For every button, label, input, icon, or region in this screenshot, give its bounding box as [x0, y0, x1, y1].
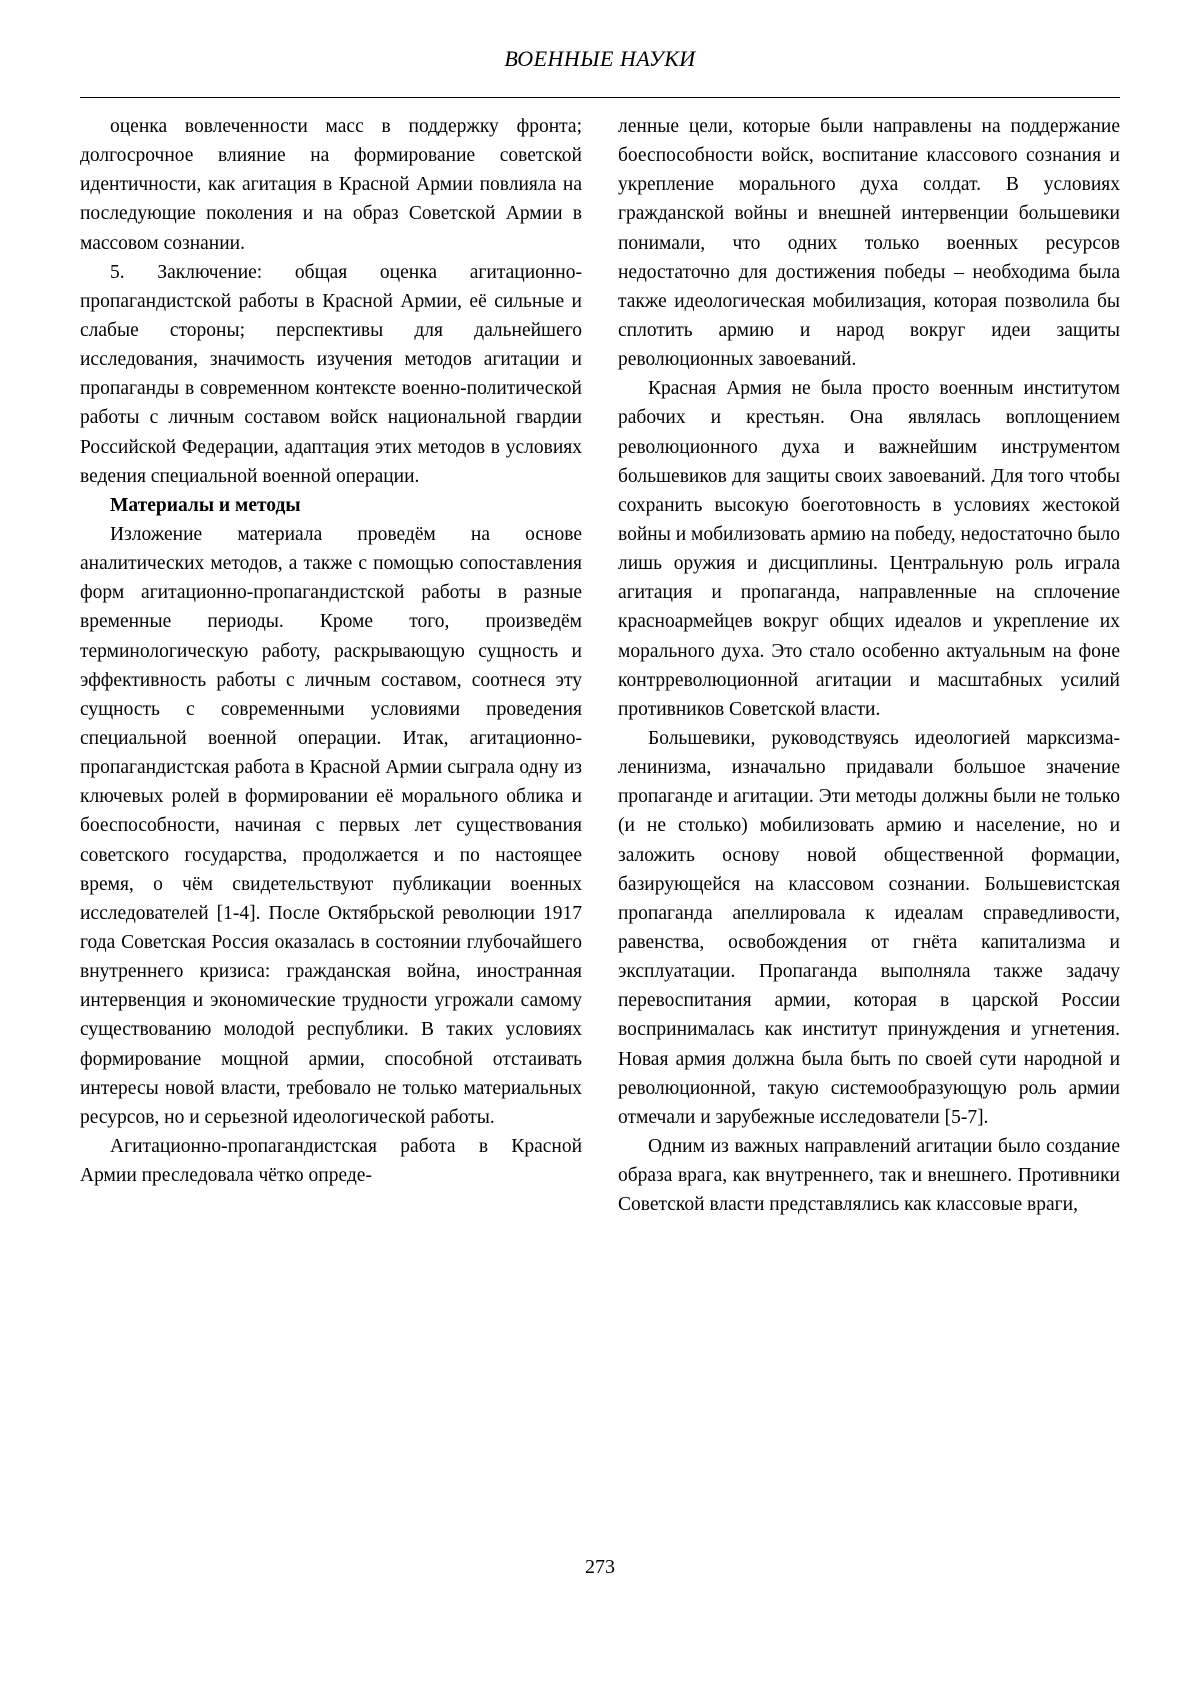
paragraph: оценка вовлеченности масс в поддержку фронта; долгосрочное влияние на формирование советской идентичности, как агитация в Красной Армии повлияла на последующие поколения и на образ Советской Армии в массовом сознании.: [80, 116, 582, 254]
left-column: [80, 112, 582, 1532]
paragraph: Большевики, руководствуясь идеологией марксизма-ленинизма, изначально придавали большое значение пропаганде и агитации. Эти методы должны были не только (и не столько) мобилизовать армию и население, но и заложить основу новой общественной формации, базирующейся на классовом сознании. Большевистская пропаганда апеллировала к идеалам справедливости, равенства, освобождения от гнёта капитализма и эксплуатации. Пропаганда выполняла также задачу перевоспитания армии, которая в царской России воспринималась как институт принуждения и угнетения. Новая армия должна была быть по своей сути народной и революционной, такую системообразующую роль армии отмечали и зарубежные исследователи [5-7].: [618, 727, 1120, 1128]
two-column-body: [80, 112, 1120, 1532]
paragraph: ленные цели, которые были направлены на поддержание боеспособности войск, воспитание классового сознания и укрепление морального духа солдат. В условиях гражданской войны и внешней интервенции большевики понимали, что одних только военных ресурсов недостаточно для достижения победы – необходима была также идеологическая мобилизация, которая позволила бы сплотить армию и народ вокруг идеи защиты революционных завоеваний.: [618, 116, 1120, 371]
paragraph: 5. Заключение: общая оценка агитационно-пропагандистской работы в Красной Армии, её сильные и слабые стороны; перспективы для дальнейшего исследования, значимость изучения методов агитации и пропаганды в современном контексте военно-политической работы с личным составом войск национальной гвардии Российской Федерации, адаптация этих методов в условиях ведения специальной военной операции.: [80, 261, 582, 487]
paragraph: Изложение материала проведём на основе аналитических методов, а также с помощью сопоставления форм агитационно-пропагандистской работы в разные временные периоды. Кроме того, произведём терминологическую работу, раскрывающую сущность и эффективность работы с личным составом, соотнеся эту сущность с современными условиями проведения специальной военной операции. Итак, агитационно-пропагандистская работа в Красной Армии сыграла одну из ключевых ролей в формировании её морального облика и боеспособности, начиная с первых лет существования советского государства, продолжается и по настоящее время, о чём свидетельствуют публикации военных исследователей [1-4]. После Октябрьской революции 1917 года Советская Россия оказалась в состоянии глубочайшего внутреннего кризиса: гражданская война, иностранная интервенция и экономические трудности угрожали самому существованию молодой республики. В таких условиях формирование мощной армии, способной отстаивать интересы новой власти, требовало не только материальных ресурсов, но и серьезной идеологической работы.: [80, 523, 582, 1128]
header-rule: [80, 97, 1120, 98]
section-heading-materials-and-methods: Материалы и методы: [110, 494, 301, 516]
paragraph: Красная Армия не была просто военным институтом рабочих и крестьян. Она являлась воплощением революционного духа и важнейшим инструментом большевиков для защиты своих завоеваний. Для того чтобы сохранить высокую боеготовность в условиях жестокой войны и мобилизовать армию на победу, недостаточно было лишь оружия и дисциплины. Центральную роль играла агитация и пропаганда, направленные на сплочение красноармейцев вокруг общих идеалов и укрепление их морального духа. Это стало особенно актуальным на фоне контрреволюционной агитации и масштабных усилий противников Советской власти.: [618, 378, 1120, 720]
running-head: ВОЕННЫЕ НАУКИ: [504, 46, 696, 71]
right-column: [618, 112, 1120, 1532]
paragraph: Одним из важных направлений агитации было создание образа врага, как внутреннего, так и внешнего. Противники Советской власти представлялись как классовые враги,: [618, 1135, 1120, 1216]
paragraph: Агитационно-пропагандистская работа в Красной Армии преследовала чётко опреде-: [80, 1135, 582, 1187]
page-number: 273: [585, 1556, 615, 1578]
